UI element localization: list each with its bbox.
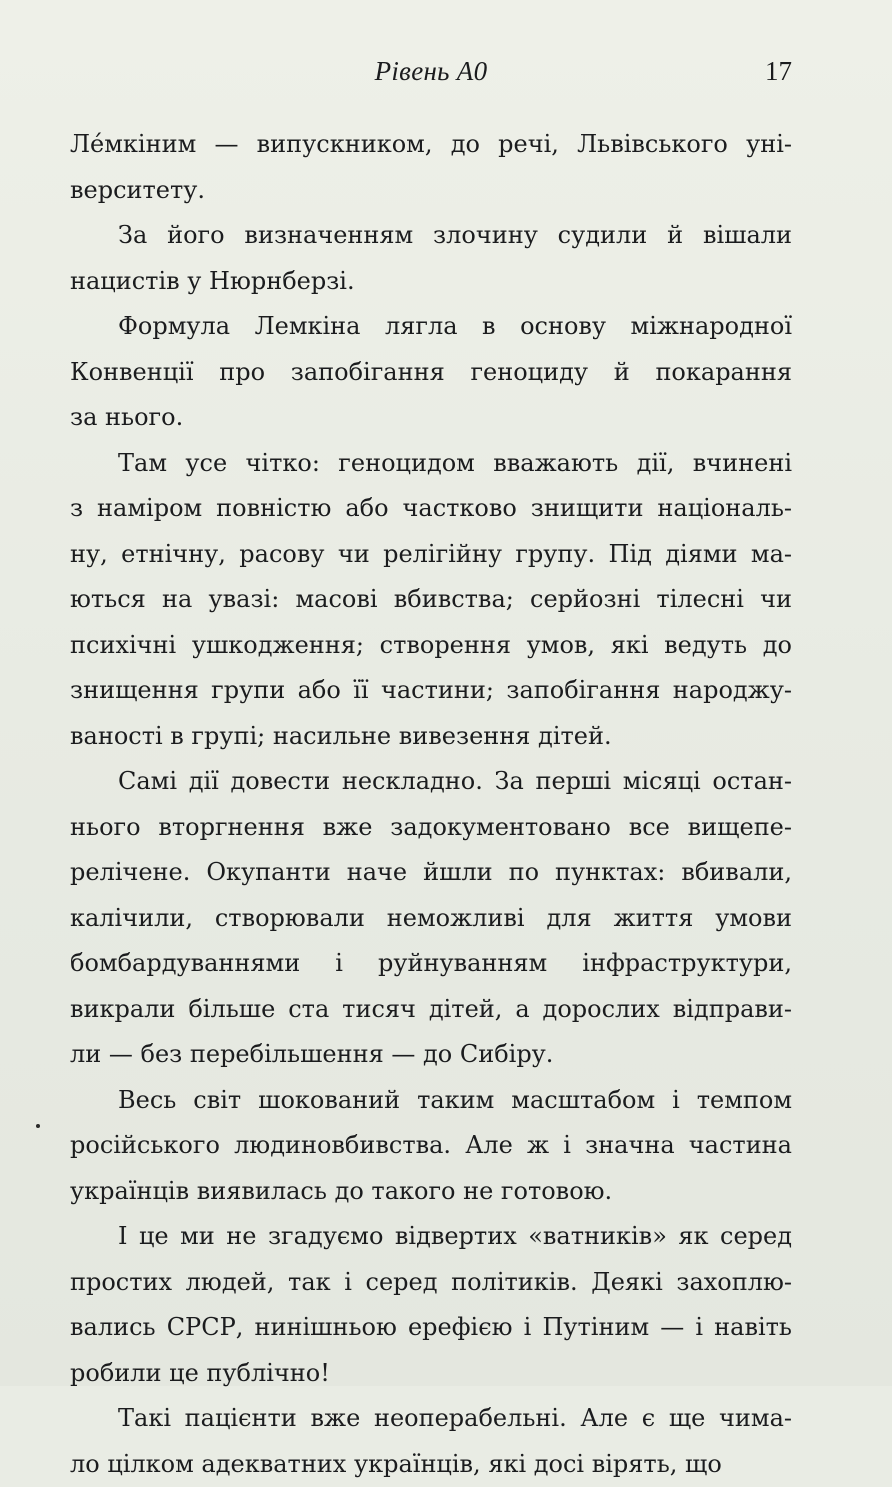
paragraph [70,122,792,213]
text-line: верситету. [70,168,792,214]
text-line: Такі пацієнти вже неоперабельні. Але є ще чима- [70,1396,792,1442]
paragraph [70,1396,792,1487]
text-line: ються на увазі: масові вбивства; серйозні тілесні чи [70,577,792,623]
text-line: калічили, створювали неможливі для життя умови [70,896,792,942]
paragraph [70,759,792,1078]
text-line: ну, етнічну, расову чи релігійну групу. Під діями ма- [70,532,792,578]
text-line: ли — без перебільшення — до Сибіру. [70,1032,792,1078]
text-line: нацистів у Нюрнберзі. [70,259,792,305]
text-line: Ле́мкіним — випускником, до речі, Львівського уні- [70,122,792,168]
text-line: За його визначенням злочину судили й вішали [70,213,792,259]
paragraph [70,1214,792,1396]
text-line: Весь світ шокований таким масштабом і темпом [70,1078,792,1124]
text-line: бомбардуваннями і руйнуванням інфраструктури, [70,941,792,987]
text-line: Конвенції про запобігання геноциду й покарання [70,350,792,396]
text-line: ло цілком адекватних українців, які досі вірять, що [70,1442,792,1487]
text-line: простих людей, так і серед політиків. Деякі захоплю- [70,1260,792,1306]
body-text [70,122,792,1487]
text-line: І це ми не згадуємо відвертих «ватників» як серед [70,1214,792,1260]
text-line: Формула Лемкіна лягла в основу міжнародної [70,304,792,350]
text-line: російського людиновбивства. Але ж і значна частина [70,1123,792,1169]
text-line: робили це публічно! [70,1351,792,1397]
text-line: за нього. [70,395,792,441]
running-title: Рівень А0 [70,56,792,87]
text-line: психічні ушкодження; створення умов, які ведуть до [70,623,792,669]
paragraph [70,304,792,441]
page-number: 17 [765,56,792,87]
text-line: релічене. Окупанти наче йшли по пунктах: вбивали, [70,850,792,896]
text-line: вались СРСР, нинішньою ерефією і Путіним — і навіть [70,1305,792,1351]
paragraph [70,213,792,304]
paragraph [70,1078,792,1215]
text-line: ваності в групі; насильне вивезення дітей. [70,714,792,760]
text-line: знищення групи або її частини; запобігання народжу- [70,668,792,714]
paragraph [70,441,792,760]
text-line: Самі дії довести нескладно. За перші місяці остан- [70,759,792,805]
text-line: нього вторгнення вже задокументовано все вищепе- [70,805,792,851]
text-line: викрали більше ста тисяч дітей, а дорослих відправи- [70,987,792,1033]
text-line: з наміром повністю або частково знищити національ- [70,486,792,532]
text-line: українців виявилась до такого не готовою. [70,1169,792,1215]
print-speck [36,1124,40,1128]
running-header [70,50,792,90]
text-line: Там усе чітко: геноцидом вважають дії, вчинені [70,441,792,487]
